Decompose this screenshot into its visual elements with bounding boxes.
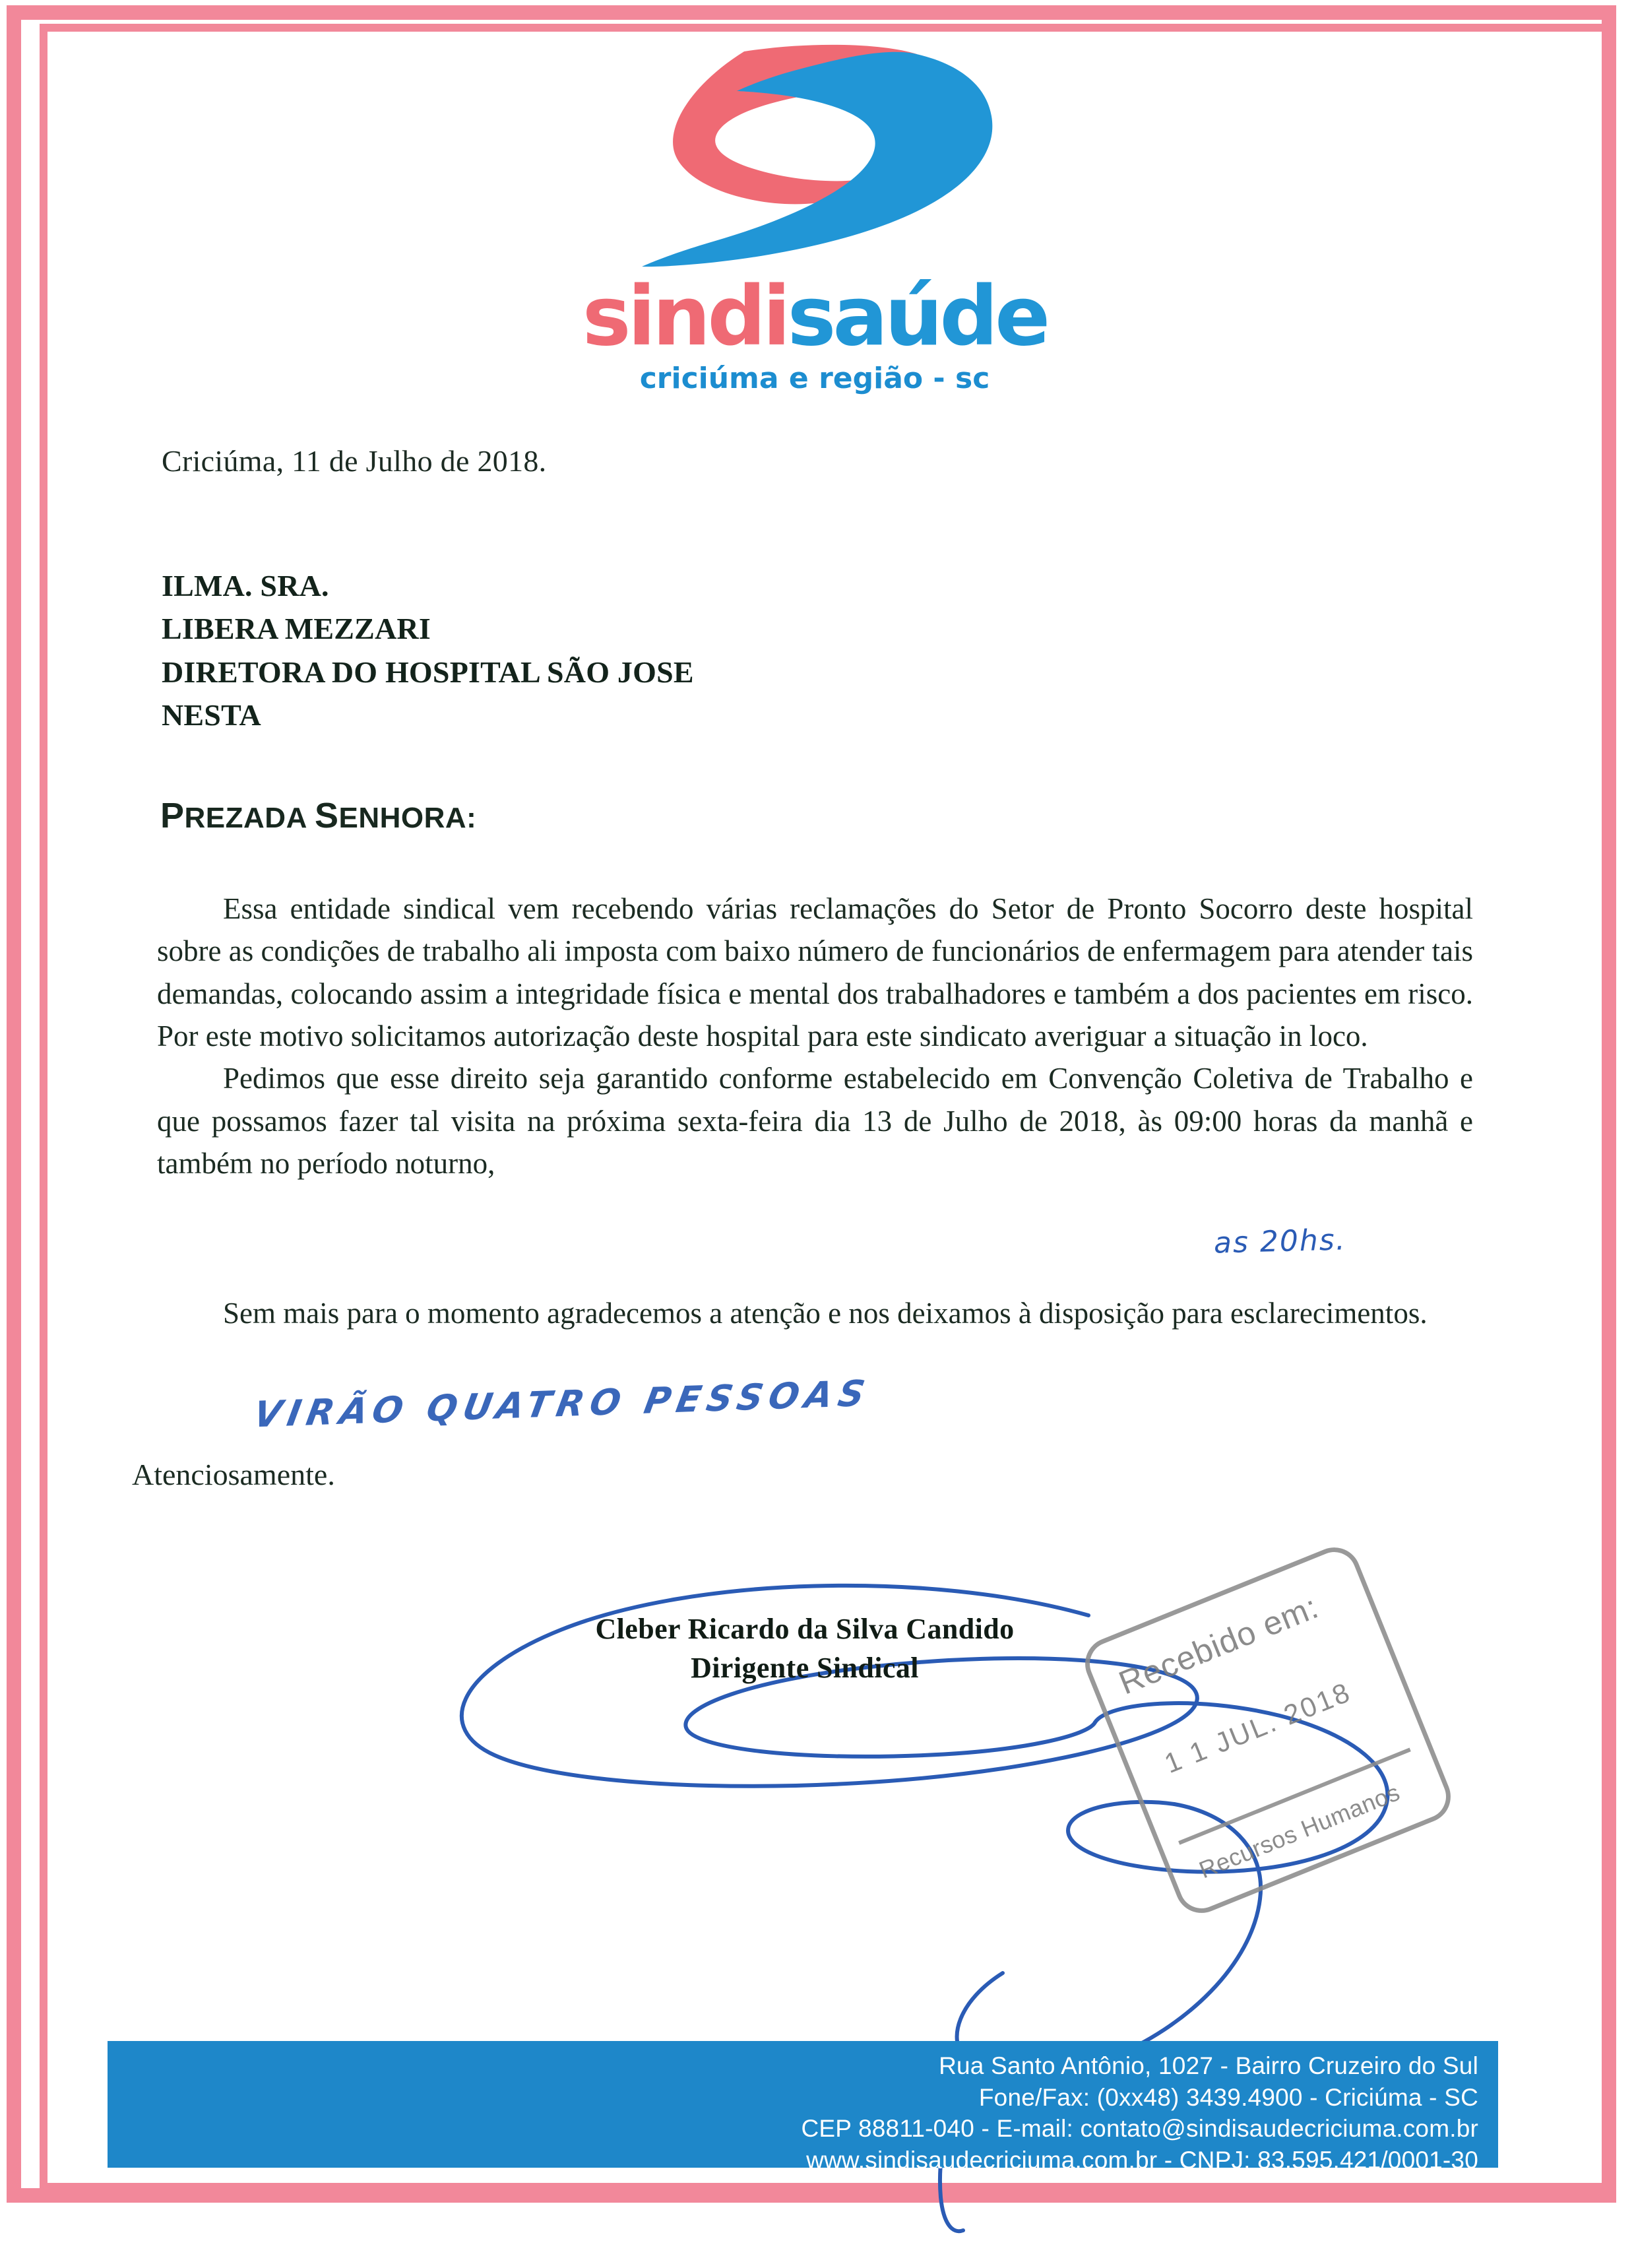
stamp-date: 1 1 JUL. 2018 (1160, 1675, 1356, 1780)
addressee-line-2: LIBERA MEZZARI (162, 612, 431, 646)
footer-contact-bar (108, 2041, 1498, 2174)
logo-wordmark-sindi: sindi (582, 269, 788, 364)
reception-stamp (1077, 1539, 1459, 1921)
date-line: Criciúma, 11 de Julho de 2018. (162, 444, 547, 478)
salutation-rest-1: REZADA (184, 802, 315, 834)
addressee-line-4: NESTA (162, 697, 261, 732)
addressee-block (162, 564, 694, 736)
logo-wordmark-saude: saúde (787, 269, 1048, 364)
salutation-rest-2: ENHORA: (338, 802, 477, 834)
swoosh-s-logo-icon (584, 40, 1046, 284)
addressee-line-1: ILMA. SRA. (162, 569, 329, 602)
stamp-title: Recebido em: (1114, 1588, 1324, 1702)
footer-email: CEP 88811-040 - E-mail: contato@sindisaudecriciuma.com.br (801, 2115, 1478, 2143)
salutation-cap-p: P (160, 796, 185, 835)
signatory-title: Dirigente Sindical (691, 1651, 919, 1684)
body-paragraph-2: Pedimos que esse direito seja garantido conforme estabelecido em Convenção Coletiva de Trabalho e que possamos fazer tal visita na próxima sexta-feira dia 13 de Julho de 2018, às 09:00 horas da manhã e também no período noturno, (157, 1062, 1473, 1181)
page-border-inner-top (40, 24, 1611, 32)
handwritten-hours-note: as 20hs. (1213, 1223, 1347, 1260)
footer-phone: Fone/Fax: (0xx48) 3439.4900 - Criciúma - SC (978, 2083, 1478, 2111)
salutation (160, 795, 476, 836)
body-paragraph-3: Sem mais para o momento agradecemos a atenção e nos deixamos à disposição para esclarecimentos. (223, 1297, 1428, 1330)
footer-website-cnpj: www.sindisaudecriciuma.com.br - CNPJ: 83.595.421/0001-30 (806, 2146, 1478, 2174)
signature-block (528, 1610, 1082, 1687)
letterhead-logo (501, 40, 1128, 422)
stamp-department: Recursos Humanos (1195, 1778, 1404, 1884)
footer-address: Rua Santo Antônio, 1027 - Bairro Cruzeiro do Sul (939, 2052, 1478, 2079)
logo-tagline: criciúma e região - sc (639, 362, 990, 395)
salutation-cap-s: S (314, 796, 339, 835)
logo-wordmark (501, 269, 1128, 364)
addressee-line-3: DIRETORA DO HOSPITAL SÃO JOSE (162, 655, 694, 689)
handwritten-visitors-note: VIRÃO QUATRO PESSOAS (250, 1372, 874, 1436)
closing-paragraph-wrap (157, 1292, 1473, 1334)
body-paragraph-1: Essa entidade sindical vem recebendo várias reclamações do Setor de Pronto Socorro deste hospital sobre as condições de trabalho ali imposta com baixo número de funcionários de enfermagem para atender tais demandas, colocando assim a integridade física e mental dos trabalhadores e também a dos pacientes em risco. Por este motivo solicitamos autorização deste hospital para este sindicato averiguar a situação in loco. (157, 892, 1473, 1053)
signatory-name: Cleber Ricardo da Silva Candido (595, 1613, 1015, 1645)
sign-off: Atenciosamente. (132, 1458, 335, 1491)
body-text (157, 888, 1473, 1184)
